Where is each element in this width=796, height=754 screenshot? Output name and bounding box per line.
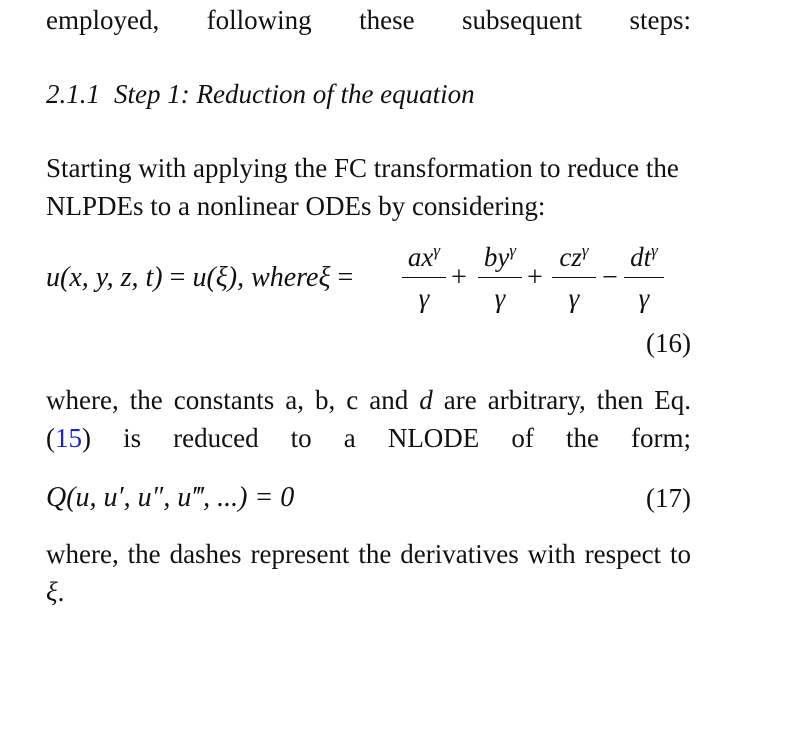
equation-17 <box>46 479 691 517</box>
equation-number-16: (16) <box>646 328 691 358</box>
equation-16 <box>46 240 691 360</box>
subsection-number: 2.1.1 <box>46 79 100 109</box>
frac-sup: γ <box>651 241 658 260</box>
variable-xi: ξ <box>46 577 58 607</box>
fraction-term <box>624 240 664 315</box>
eq16-args: (x, y, z, t) <box>60 262 163 293</box>
intro-line: employed, following these subsequent steps: <box>46 5 691 35</box>
subsection-heading <box>46 75 475 113</box>
para2-text-c: ) is reduced to a NLODE of the form; <box>82 423 691 453</box>
para2-text-a: where, the constants a, b, c and <box>46 385 420 415</box>
minus-operator: − <box>602 262 618 293</box>
para3-end: . <box>57 577 65 607</box>
frac-num: ax <box>407 242 434 272</box>
eq16-equals-2: = <box>337 262 354 293</box>
paragraph-transformation: Starting with applying the FC transformation to reduce the NLPDEs to a nonlinear ODEs by considering: <box>46 153 679 221</box>
plus-operator: + <box>527 262 543 293</box>
para2-text-b: are arbitrary, then Eq. ( <box>46 385 691 453</box>
frac-den: γ <box>494 283 506 313</box>
frac-sup: γ <box>433 241 441 260</box>
equation-17-expression: Q(u, u′, u″, u‴, ...) = 0 <box>46 482 295 513</box>
paragraph-dashes <box>46 535 691 611</box>
fraction-term <box>552 240 596 315</box>
frac-den: γ <box>568 283 580 313</box>
equation-16-lhs <box>46 261 353 295</box>
frac-sup: γ <box>509 241 517 260</box>
frac-den: γ <box>418 283 430 313</box>
para3-text: where, the dashes represent the derivatives with respect to <box>46 539 691 569</box>
plus-operator: + <box>451 262 467 293</box>
frac-num: dt <box>630 242 652 272</box>
equation-number-17: (17) <box>646 483 691 513</box>
variable-d: d <box>419 385 433 415</box>
eq16-rhs-u: u(ξ), whereξ <box>192 262 331 293</box>
fraction-term <box>478 240 522 315</box>
equation-15-link[interactable]: 15 <box>55 423 82 453</box>
frac-num: cz <box>559 242 582 272</box>
fraction-term <box>402 240 446 315</box>
eq16-func: u <box>46 262 60 293</box>
frac-sup: γ <box>581 241 589 260</box>
frac-num: by <box>483 242 510 272</box>
frac-den: γ <box>638 283 650 313</box>
eq16-equals: = <box>169 262 186 293</box>
subsection-title: Step 1: Reduction of the equation <box>114 79 475 109</box>
paragraph-constants <box>46 381 691 457</box>
